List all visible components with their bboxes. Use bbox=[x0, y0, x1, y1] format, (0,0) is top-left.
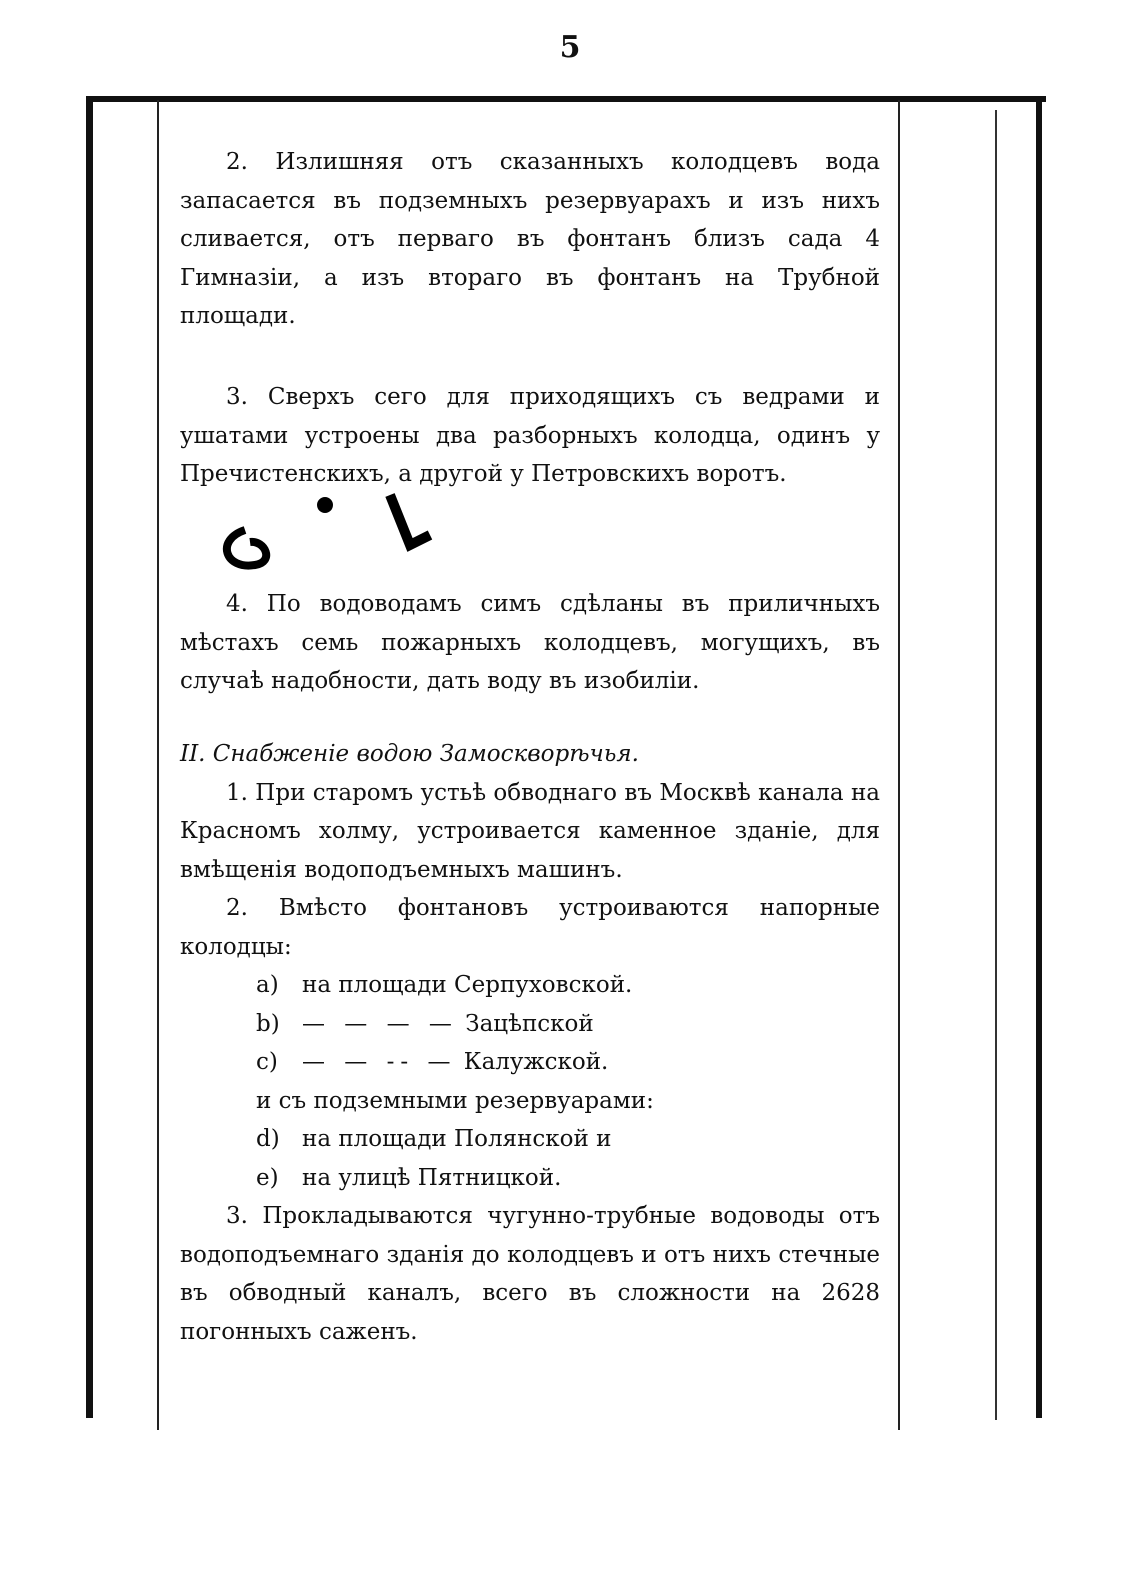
section-item-3: 3. Прокладываются чугунно-трубные водоводы отъ водоподъемнаго зданія до колодцевъ и отъ нихъ стечные въ обводный каналъ, всего въ сложности на 2628 погонныхъ саженъ. bbox=[180, 1203, 880, 1345]
paragraph-4 bbox=[180, 585, 880, 701]
frame-left-thick-rule bbox=[86, 96, 93, 1418]
section-item-2-intro: 2. Вмѣсто фонтановъ устроиваются напорные колодцы: bbox=[180, 895, 880, 960]
frame-right-inner-rule bbox=[995, 110, 997, 1420]
paragraph-2-text: 2. Излишняя отъ сказанныхъ колодцевъ вода запасается въ подземныхъ резервуарахъ и изъ нихъ сливается, отъ перваго въ фонтанъ близъ сада 4 Гимназіи, а изъ втораго въ фонтанъ на Трубной площади. bbox=[180, 149, 880, 329]
list-item: a) на площади Серпуховской. bbox=[256, 972, 633, 998]
frame-right-thick-rule bbox=[1036, 96, 1042, 1418]
ink-blot-mark bbox=[205, 470, 445, 580]
list-item: e) на улицѣ Пятницкой. bbox=[256, 1164, 562, 1191]
section-zamoskvorechye bbox=[180, 735, 880, 1351]
section-heading: II. Снабженіе водою Замоскворѣчья. bbox=[180, 741, 639, 767]
frame-top-rule bbox=[86, 96, 1046, 102]
paragraph-3-text: 3. Сверхъ сего для приходящихъ съ ведрами и ушатами устроены два разборныхъ колодца, одинъ у Пречистенскихъ, а другой у Петровскихъ воротъ. bbox=[180, 384, 880, 487]
page-number: 5 bbox=[559, 30, 581, 65]
well-list bbox=[180, 966, 880, 1197]
reservoir-note: и съ подземными резервуарами: bbox=[256, 1087, 654, 1114]
paragraph-2 bbox=[180, 143, 880, 336]
list-item: d) на площади Полянской и bbox=[256, 1126, 612, 1152]
paragraph-4-text: 4. По водоводамъ симъ сдѣланы въ приличныхъ мѣстахъ семь пожарныхъ колодцевъ, могущихъ, въ случаѣ надобности, дать воду въ изобиліи. bbox=[180, 591, 880, 694]
section-item-1: 1. При старомъ устьѣ обводнаго въ Москвѣ канала на Красномъ холму, устроивается каменное зданіе, для вмѣщенія водоподъемныхъ машинъ. bbox=[180, 779, 880, 883]
list-item: b) — — — — Зацѣпской bbox=[256, 1010, 594, 1037]
frame-left-thin-rule bbox=[157, 100, 159, 1430]
list-item: c) — — -- — Калужской. bbox=[256, 1049, 609, 1075]
frame-right-thin-rule bbox=[898, 100, 900, 1430]
